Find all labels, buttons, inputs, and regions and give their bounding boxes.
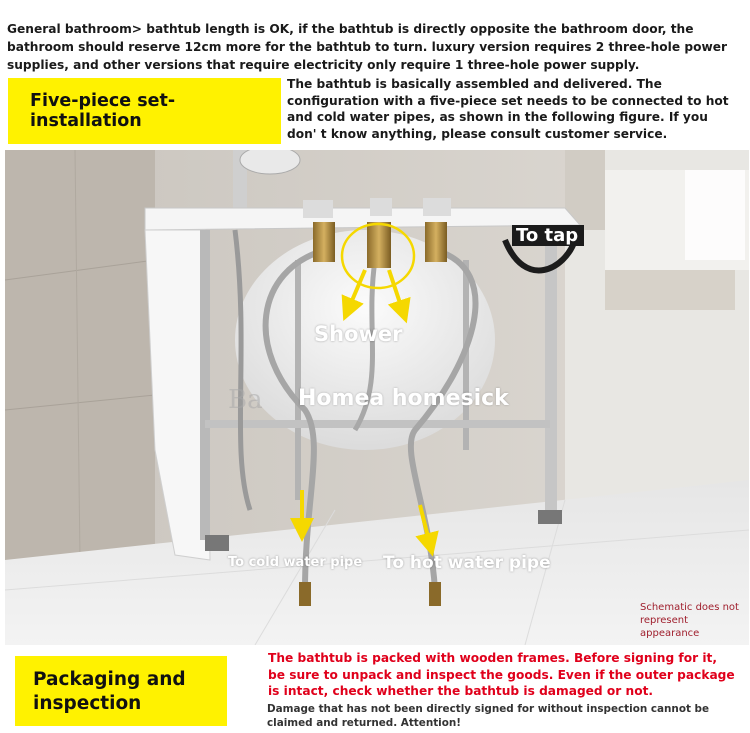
installation-badge-label: Five-piece set-installation: [30, 91, 176, 131]
shower-label: Shower: [314, 322, 403, 346]
hot-water-pipe-label: To hot water pipe: [383, 553, 551, 573]
packaging-badge-label: Packaging and inspection: [33, 669, 186, 714]
watermark-text: Ba: [228, 385, 263, 415]
installation-badge: [8, 78, 281, 144]
cold-water-pipe-label: To cold water pipe: [228, 555, 363, 570]
to-tap-label: To tap: [512, 225, 584, 246]
packaging-warning: The bathtub is packed with wooden frames. Before signing for it, be sure to unpack and inspect the goods. Even if the outer package is intact, check whether the bathtub is damaged or not.: [268, 651, 735, 698]
packaging-badge: [15, 656, 227, 726]
schematic-disclaimer: Schematic does not represent appearance: [640, 602, 739, 639]
intro-text: General bathroom> bathtub length is OK, if the bathtub is directly opposite the bathroom door, the bathroom should reserve 12cm more for the bathtub to turn. luxury version requires 2 three-hole power supplies, and other versions that require electricity only require 1 three-hole power supply.: [7, 22, 727, 72]
packaging-note: Damage that has not been directly signed for without inspection cannot be claimed and returned. Attention!: [267, 703, 710, 729]
brand-overlay: Homea homesick: [298, 386, 509, 411]
assembly-description: The bathtub is basically assembled and delivered. The configuration with a five-piece set needs to be connected to hot and cold water pipes, as shown in the following figure. If you don' t know anything, please consult customer service.: [287, 77, 729, 141]
